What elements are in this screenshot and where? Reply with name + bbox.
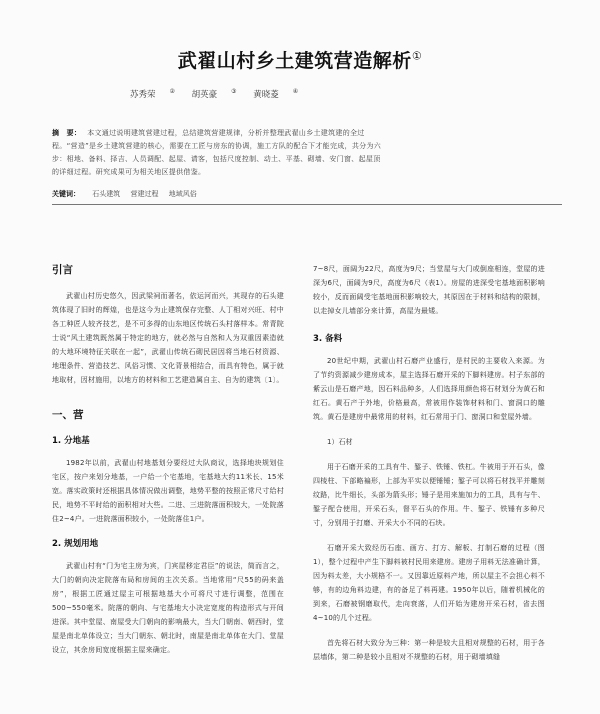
abstract [52, 127, 382, 179]
paper-title [0, 46, 600, 73]
title-footnote-mark: ① [411, 49, 423, 63]
author-name: 黄晓菱 [253, 90, 279, 100]
author [192, 90, 237, 100]
keyword: 营建过程 [130, 190, 159, 198]
abstract-label: 摘 要： [52, 129, 82, 137]
subsection-heading-fendiji: 1. 分地基 [52, 436, 90, 446]
section-heading-ying: 一、营 [52, 409, 84, 421]
keyword: 石头建筑 [92, 190, 121, 198]
author [130, 90, 175, 100]
author-mark: ② [169, 88, 175, 96]
title-text: 武翟山村乡土建筑营造解析 [177, 50, 412, 72]
author-name: 胡英豪 [191, 90, 218, 100]
subsection-heading-beiliao: 3. 备料 [313, 334, 343, 344]
intro-paragraph: 武翟山村历史悠久，因武梁祠而著名，依运河而兴，其现存的石头建筑体现了旧时的辉煌，也是这今为止建筑保存完整、人丁相对兴旺、村中各工种匠人较齐技艺，是不可多得的山东地区传统石头村落样本。常青院士说“风土建筑既然属于特定的地方，就必然与自然和人为双重因素造就的大地环境特征关联在一起”，武翟山传统石砌民居因将当地石材资源、地理条件、营造技艺、风俗习惯、文化背景相结合，而具有特色，属于就地取材，因材施用，以地方的材料和工艺建造属自主、自为的建筑〔1〕。 [52, 292, 284, 384]
keywords-label: 关键词： [52, 190, 80, 198]
intro-heading: 引言 [52, 264, 73, 276]
abstract-text: 本文通过说明建筑营建过程，总结建筑营建规律，分析并整理武翟山乡土建筑建的全过程。“营造”是乡土建筑营建的核心，需要在工匠与房东的协调，施工方队的配合下才能完成，共分为六步：相地、备料、择吉、人员调配、起屋、请客，包括尺度控制、动土、平基、砌墙、安门窗、起屋顶的详细过程。研究成果可为相关地区提供借鉴。 [52, 129, 382, 176]
header-divider [52, 204, 562, 205]
paragraph: 武翟山村有“门为宅主房为宾，门宾屋移定君臣”的说法，简而言之，大门的朝向决定院落布局和房间的主次关系。当地常用“尺55的码来盖房”，根据工匠通过屋主可根据地基大小可将尺寸进行调整，范围在500~550毫米。院落的朝向、与宅基地大小决定宽度的构造形式与开间进深。其中堂屋、南屋受大门朝向的影响最大，当大门朝南、朝西时，堂屋是南北单体设立；当大门朝东、朝北时，南屋是南北单体在大门、堂屋设立，其余房间宽度根据主屋来确定。 [52, 562, 284, 654]
author-mark: ③ [231, 88, 237, 96]
author [253, 90, 298, 100]
left-column [52, 262, 284, 668]
right-column [313, 262, 545, 675]
subsubsection-label-stone: 1）石材 [327, 438, 353, 446]
paragraph: 用于石磨开采的工具有牛、錾子、铁锤、铁杠。牛被用于开石头，像四棱柱、下部略褊形，上部为平实以便锤锤；錾子可以将石材找平并雕刻纹路，比牛细长，头部为箭头形；锤子是用来施加力的工具，具有与牛、錾子配合使用，开采石头，督平石头的作用。牛、錾子、铁锤有多种尺寸，分别用于打磨、开采大小不同的石块。 [313, 463, 545, 527]
keyword: 地域风俗 [168, 190, 197, 198]
author-mark: ④ [292, 88, 299, 96]
paragraph: 首先将石材大致分为三种：第一种是较大且相对规整的石材，用于各层墙体，第二种是较小且相对不规整的石材，用于砌墙填缝 [313, 639, 545, 661]
paragraph: 石磨开采大致经历石座、画方、打方、解板、打制石磨的过程（图1），整个过程中产生下脚料被村民用来建房。建房子用料无法准确计算，因为料太差，大小规格不一。又因靠近原料产地，所以屋主不会担心料不够，有的边角料边建，有的备足了料再建。1950年以后，随着机械化的到来，石磨被钢磨取代，走向衰落，人们开始为建房开采石材，省去图4~10的几个过程。 [313, 544, 545, 622]
author-name: 苏秀荣 [130, 90, 156, 100]
continued-paragraph: 7~8尺，面阔为22尺，高度为9尺；当堂屋与大门或倒座相连，堂屋的进深为6尺，面阔为9尺，高度为6尺（表1）。房屋的进深受宅基地面积影响较小，反而面阔受宅基地面积影响较大，其原因在于材料和结构的限制，以走掉女儿墙部分来计算，高屋为最矮。 [313, 265, 545, 315]
subsection-heading-guihua: 2. 规划用地 [52, 539, 99, 549]
paragraph: 20世纪中期，武翟山村石磨产业盛行，是村民的主要收入来源。为了节约资源减少建房成本，屋主选择石磨开采的下脚料建房。村子东部的紫云山是石磨产地，因石料品种多，人们选择用颜色将石材划分为黄石和红石。黄石产于外地，价格最高，常被用作装饰材料和门、窗洞口的雕筑。黄石是建房中最常用的材料，红石常用于门、窗洞口和堂屋外墙。 [313, 357, 545, 421]
keywords [52, 189, 205, 199]
author-list [130, 88, 312, 100]
paragraph: 1982年以前，武翟山村地基划分要经过大队商议，选择地块规划住宅区，按户来划分地基，一户给一个宅基地，宅基地大约11米长、15米宽。落实政策时还根据具体情况做出调整，地势平整的按照正常尺寸给村民，地势不平时给的面积相对大些。二进、三进院落面积较大，一处院落住2~4户。一进院落面积较小，一处院落住1户。 [52, 459, 284, 523]
